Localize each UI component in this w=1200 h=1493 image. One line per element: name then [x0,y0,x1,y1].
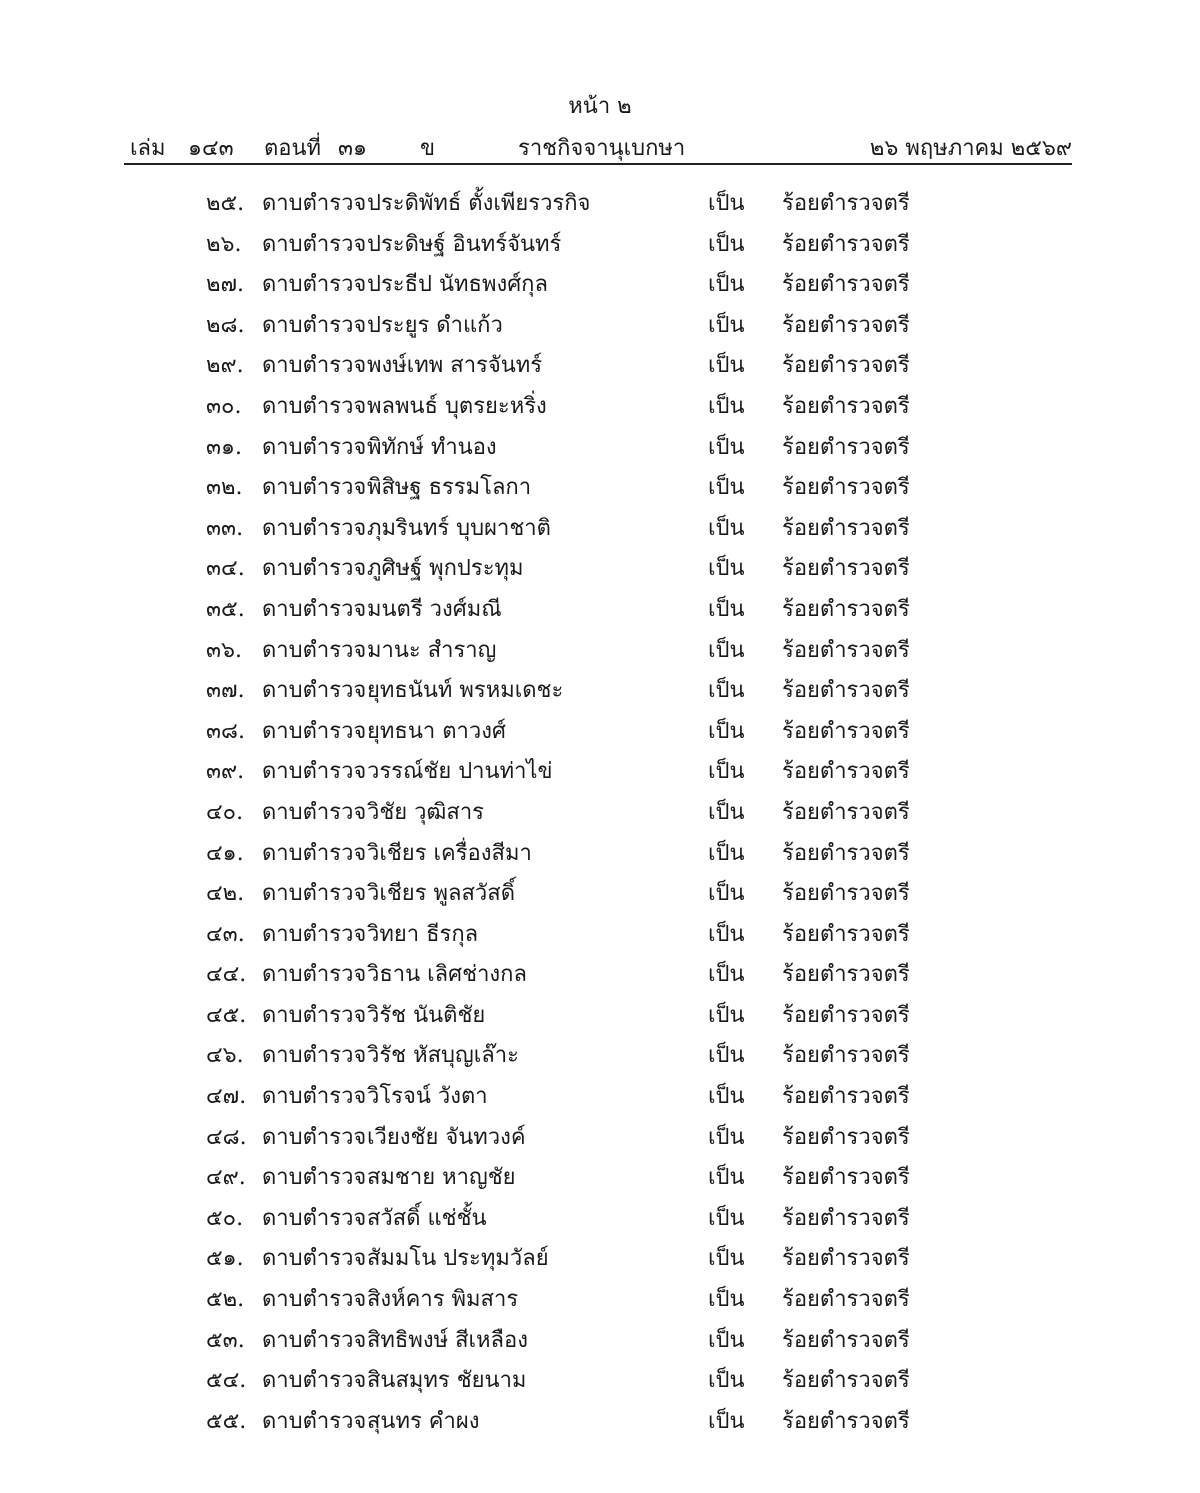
current-rank: ดาบตำรวจ [262,475,367,501]
new-rank: ร้อยตำรวจตรี [782,191,910,216]
list-item [0,1199,1200,1240]
new-rank: ร้อยตำรวจตรี [782,596,910,622]
issue-number: ๓๑ [338,136,368,161]
as-word: เป็น [708,596,745,622]
list-item [0,225,1200,266]
list-item [0,468,1200,509]
person-name: วิทยา ธีรกุล [367,921,479,947]
person-name: สวัสดิ์ แช่ชั้น [367,1205,487,1231]
current-rank: ดาบตำรวจ [262,1084,367,1110]
person-name: วิโรจน์ วังตา [367,1084,488,1110]
new-rank: ร้อยตำรวจตรี [782,312,910,338]
issue-label: ตอนที่ [264,136,322,161]
as-word: เป็น [708,1327,745,1353]
current-rank: ดาบตำรวจ [262,353,367,379]
current-rank: ดาบตำรวจ [262,191,367,216]
entry-number: ๕๒. [206,1287,245,1313]
entry-number: ๔๓. [206,921,245,947]
list-item [0,1158,1200,1199]
volume-number: ๑๔๓ [188,136,234,161]
page-number: หน้า ๒ [568,94,632,119]
new-rank: ร้อยตำรวจตรี [782,881,910,907]
current-rank: ดาบตำรวจ [262,921,367,947]
list-item [0,265,1200,306]
person-name: สิทธิพงษ์ สีเหลือง [367,1327,528,1353]
list-item [0,509,1200,550]
as-word: เป็น [708,1408,745,1434]
as-word: เป็น [708,1124,745,1150]
current-rank: ดาบตำรวจ [262,1408,367,1434]
list-item [0,1077,1200,1118]
current-rank: ดาบตำรวจ [262,231,367,257]
person-name: เวียงชัย จันทวงค์ [367,1124,526,1150]
current-rank: ดาบตำรวจ [262,637,367,663]
current-rank: ดาบตำรวจ [262,840,367,866]
current-rank: ดาบตำรวจ [262,1002,367,1028]
person-name: วรรณ์ชัย ปานท่าไข่ [367,759,553,785]
as-word: เป็น [708,191,745,216]
list-item [0,387,1200,428]
new-rank: ร้อยตำรวจตรี [782,515,910,541]
current-rank: ดาบตำรวจ [262,434,367,460]
current-rank: ดาบตำรวจ [262,312,367,338]
as-word: เป็น [708,434,745,460]
entry-number: ๓๙. [206,759,245,785]
entry-number: ๔๒. [206,881,245,907]
new-rank: ร้อยตำรวจตรี [782,718,910,744]
entry-number: ๔๕. [206,1002,247,1028]
person-name: วิเชียร พูลสวัสดิ์ [367,881,515,907]
list-item [0,793,1200,834]
current-rank: ดาบตำรวจ [262,272,367,298]
person-name: สุนทร คำผง [367,1408,480,1434]
as-word: เป็น [708,556,745,582]
person-name: วิธาน เลิศช่างกล [367,962,527,988]
person-name: สินสมุทร ชัยนาม [367,1368,527,1394]
as-word: เป็น [708,840,745,866]
list-item [0,996,1200,1037]
list-item [0,1280,1200,1321]
current-rank: ดาบตำรวจ [262,596,367,622]
entry-number: ๒๗. [206,272,245,298]
current-rank: ดาบตำรวจ [262,962,367,988]
list-item [0,955,1200,996]
list-item [0,671,1200,712]
as-word: เป็น [708,881,745,907]
entry-number: ๓๑. [206,434,242,460]
entry-number: ๔๐. [206,799,244,825]
new-rank: ร้อยตำรวจตรี [782,799,910,825]
entry-number: ๓๗. [206,678,245,704]
person-name: พลพนธ์ บุตรยะหริ่ง [367,393,547,419]
new-rank: ร้อยตำรวจตรี [782,637,910,663]
new-rank: ร้อยตำรวจตรี [782,678,910,704]
list-item [0,1321,1200,1362]
entry-number: ๕๓. [206,1327,245,1353]
new-rank: ร้อยตำรวจตรี [782,1246,910,1272]
list-item [0,428,1200,469]
person-name: ประดิษฐ์ อินทร์จันทร์ [367,231,562,257]
person-name: พิสิษฐ ธรรมโลกา [367,475,532,501]
entry-number: ๒๙. [206,353,244,379]
as-word: เป็น [708,1165,745,1191]
list-item [0,1118,1200,1159]
person-name: วิรัช นันติชัย [367,1002,486,1028]
entry-number: ๕๐. [206,1205,244,1231]
current-rank: ดาบตำรวจ [262,1043,367,1069]
list-item [0,1036,1200,1077]
entry-number: ๓๖. [206,637,242,663]
person-name: สิงห์คาร พิมสาร [367,1287,519,1313]
list-item [0,1361,1200,1402]
current-rank: ดาบตำรวจ [262,1368,367,1394]
header-divider [124,163,1072,165]
person-name: มนตรี วงศ์มณี [367,596,502,622]
list-item [0,346,1200,387]
new-rank: ร้อยตำรวจตรี [782,1368,910,1394]
new-rank: ร้อยตำรวจตรี [782,272,910,298]
as-word: เป็น [708,353,745,379]
entry-number: ๒๘. [206,312,245,338]
new-rank: ร้อยตำรวจตรี [782,353,910,379]
gazette-title: ราชกิจจานุเบกษา [518,136,686,161]
current-rank: ดาบตำรวจ [262,718,367,744]
volume-label: เล่ม [130,136,166,161]
as-word: เป็น [708,637,745,663]
person-name: ประธีป นัทธพงศ์กุล [367,272,548,298]
new-rank: ร้อยตำรวจตรี [782,1124,910,1150]
entry-number: ๔๔. [206,962,247,988]
as-word: เป็น [708,1368,745,1394]
new-rank: ร้อยตำรวจตรี [782,1084,910,1110]
list-item [0,1239,1200,1280]
entry-number: ๓๘. [206,718,246,744]
gazette-header [126,130,1072,160]
entry-number: ๓๓. [206,515,244,541]
new-rank: ร้อยตำรวจตรี [782,475,910,501]
new-rank: ร้อยตำรวจตรี [782,962,910,988]
person-name: ยุทธนันท์ พรหมเดชะ [367,678,564,704]
list-item [0,874,1200,915]
as-word: เป็น [708,921,745,947]
as-word: เป็น [708,1287,745,1313]
as-word: เป็น [708,718,745,744]
person-name: ภุมรินทร์ บุบผาชาติ [367,515,551,541]
current-rank: ดาบตำรวจ [262,1124,367,1150]
current-rank: ดาบตำรวจ [262,799,367,825]
new-rank: ร้อยตำรวจตรี [782,556,910,582]
current-rank: ดาบตำรวจ [262,393,367,419]
entry-number: ๔๗. [206,1084,247,1110]
person-name: ยุทธนา ตาวงศ์ [367,718,506,744]
list-item [0,590,1200,631]
new-rank: ร้อยตำรวจตรี [782,1002,910,1028]
promotion-list [0,184,1200,1442]
as-word: เป็น [708,759,745,785]
person-name: ประดิพัทธ์ ตั้งเพียรวรกิจ [367,191,591,216]
person-name: สมชาย หาญชัย [367,1165,516,1191]
new-rank: ร้อยตำรวจตรี [782,231,910,257]
as-word: เป็น [708,962,745,988]
entry-number: ๕๔. [206,1368,247,1394]
as-word: เป็น [708,312,745,338]
as-word: เป็น [708,475,745,501]
list-item [0,752,1200,793]
as-word: เป็น [708,1002,745,1028]
entry-number: ๔๑. [206,840,244,866]
entry-number: ๓๕. [206,596,245,622]
list-item [0,184,1200,225]
as-word: เป็น [708,272,745,298]
person-name: มานะ สำราญ [367,637,497,663]
entry-number: ๕๑. [206,1246,244,1272]
new-rank: ร้อยตำรวจตรี [782,1327,910,1353]
current-rank: ดาบตำรวจ [262,1165,367,1191]
entry-number: ๒๕. [206,191,245,216]
person-name: ภูศิษฐ์ พุกประทุม [367,556,524,582]
entry-number: ๔๖. [206,1043,244,1069]
new-rank: ร้อยตำรวจตรี [782,1043,910,1069]
person-name: พงษ์เทพ สารจันทร์ [367,353,543,379]
section-letter: ข [420,136,436,161]
new-rank: ร้อยตำรวจตรี [782,393,910,419]
current-rank: ดาบตำรวจ [262,1287,367,1313]
entry-number: ๓๔. [206,556,245,582]
current-rank: ดาบตำรวจ [262,1246,367,1272]
current-rank: ดาบตำรวจ [262,556,367,582]
current-rank: ดาบตำรวจ [262,515,367,541]
person-name: สัมมโน ประทุมวัลย์ [367,1246,549,1272]
as-word: เป็น [708,1205,745,1231]
new-rank: ร้อยตำรวจตรี [782,1205,910,1231]
list-item [0,549,1200,590]
as-word: เป็น [708,231,745,257]
current-rank: ดาบตำรวจ [262,759,367,785]
current-rank: ดาบตำรวจ [262,881,367,907]
new-rank: ร้อยตำรวจตรี [782,1165,910,1191]
list-item [0,306,1200,347]
list-item [0,631,1200,672]
new-rank: ร้อยตำรวจตรี [782,1287,910,1313]
new-rank: ร้อยตำรวจตรี [782,434,910,460]
as-word: เป็น [708,1043,745,1069]
entry-number: ๕๕. [206,1408,247,1434]
person-name: ประยูร ดำแก้ว [367,312,503,338]
as-word: เป็น [708,678,745,704]
as-word: เป็น [708,799,745,825]
new-rank: ร้อยตำรวจตรี [782,840,910,866]
new-rank: ร้อยตำรวจตรี [782,759,910,785]
entry-number: ๔๙. [206,1165,246,1191]
person-name: วิรัช หัสบุญเล๊าะ [367,1043,519,1069]
person-name: พิทักษ์ ทำนอง [367,434,497,460]
current-rank: ดาบตำรวจ [262,678,367,704]
as-word: เป็น [708,1084,745,1110]
entry-number: ๒๖. [206,231,242,257]
person-name: วิชัย วุฒิสาร [367,799,484,825]
as-word: เป็น [708,393,745,419]
list-item [0,915,1200,956]
new-rank: ร้อยตำรวจตรี [782,1408,910,1434]
issue-date: ๒๖ พฤษภาคม ๒๕๖๙ [869,136,1072,161]
entry-number: ๓๒. [206,475,243,501]
as-word: เป็น [708,1246,745,1272]
entry-number: ๓๐. [206,393,242,419]
list-item [0,1402,1200,1443]
list-item [0,712,1200,753]
entry-number: ๔๘. [206,1124,247,1150]
person-name: วิเชียร เครื่องสีมา [367,840,532,866]
list-item [0,834,1200,875]
as-word: เป็น [708,515,745,541]
new-rank: ร้อยตำรวจตรี [782,921,910,947]
current-rank: ดาบตำรวจ [262,1327,367,1353]
current-rank: ดาบตำรวจ [262,1205,367,1231]
